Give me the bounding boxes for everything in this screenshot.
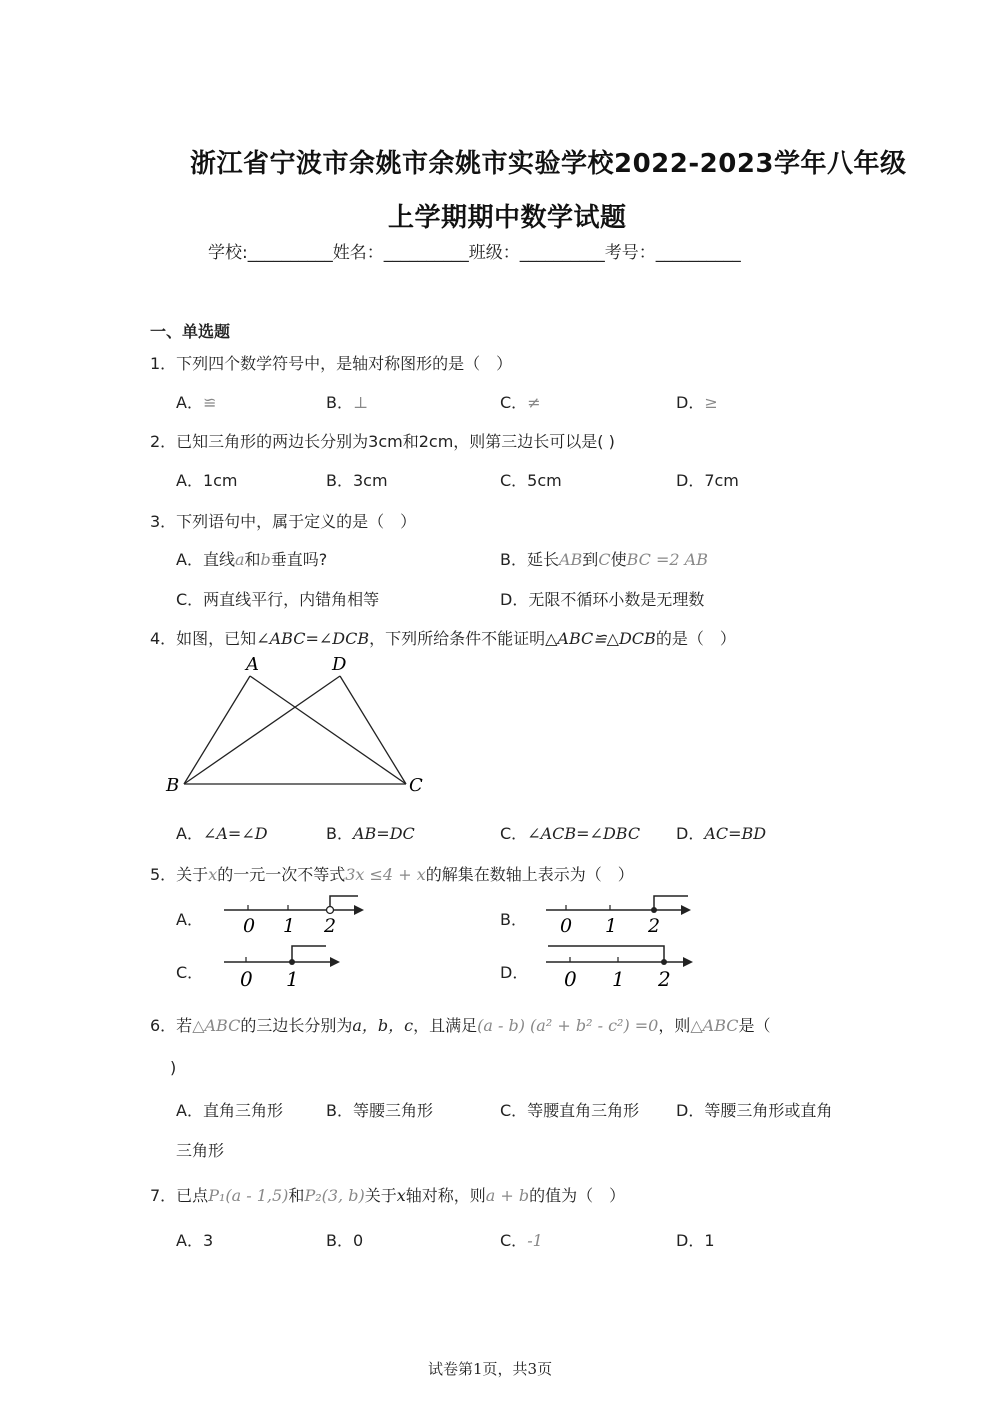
name-blank[interactable]: __________ [383,243,469,263]
perpendicular-symbol-icon: ⊥ [352,393,369,412]
q6-option-d[interactable]: D．等腰三角形或直角 [676,1101,833,1120]
not-equal-symbol-icon: ≠ [527,393,541,412]
q2-option-c[interactable]: C．5cm [500,471,562,490]
svg-text:0: 0 [240,967,253,991]
question-5-stem: 5．关于x的一元一次不等式3x ≤4 + x的解集在数轴上表示为（ ） [150,865,634,884]
school-label: 学校: [208,243,248,263]
exam-no-blank[interactable]: __________ [655,243,741,263]
q2-option-a[interactable]: A．1cm [176,471,238,490]
section-heading: 一、单选题 [150,322,231,341]
q1-option-d[interactable]: D．≥ [676,393,718,412]
q4-option-b[interactable]: B．AB=DC [326,824,415,843]
svg-text:2: 2 [324,915,337,937]
svg-text:1: 1 [605,915,618,937]
q4-option-c[interactable]: C．∠ACB=∠DBC [500,824,641,843]
question-1-stem: 1．下列四个数学符号中，是轴对称图形的是（ ） [150,354,513,373]
q7-option-d[interactable]: D．1 [676,1231,715,1250]
q3-option-a[interactable]: A．直线a和b垂直吗? [176,550,328,569]
q1-option-a[interactable]: A．≌ [176,393,217,412]
label-a: A [246,654,259,675]
svg-text:1: 1 [283,915,296,937]
segment-ba [184,676,250,784]
q6-option-d-wrap: 三角形 [176,1141,225,1160]
q5-option-c-number-line[interactable] [218,940,348,992]
question-6-stem: 6．若△ABC的三边长分别为a，b，c，且满足(a - b) (a² + b² - c²) =0，则△ABC是（ [150,1016,771,1035]
school-blank[interactable]: __________ [247,243,333,263]
info-line [208,238,741,263]
exam-no-label: 考号： [604,243,656,263]
congruent-symbol-icon: ≌ [202,393,217,412]
question-2-stem: 2．已知三角形的两边长分别为3cm和2cm，则第三边长可以是( ) [150,432,615,451]
label-d: D [332,654,347,675]
svg-text:1: 1 [612,967,625,991]
q3-option-b[interactable]: B．延长AB到C使BC =2 AB [500,550,708,569]
q7-option-a[interactable]: A．3 [176,1231,214,1250]
class-blank[interactable]: __________ [519,243,605,263]
title-line-1: 浙江省宁波市余姚市余姚市实验学校2022-2023学年八年级 [190,149,907,179]
q5-option-b-number-line[interactable] [540,890,695,938]
q6-option-a[interactable]: A．直角三角形 [176,1101,283,1120]
q5-option-d-label[interactable]: D． [500,963,529,982]
q5-option-c-label[interactable]: C． [176,963,204,982]
q3-option-d[interactable]: D．无限不循环小数是无理数 [500,590,705,609]
svg-text:2: 2 [648,915,661,937]
segment-dc [340,676,406,784]
title-line-2: 上学期期中数学试题 [388,203,627,233]
label-c: C [409,775,423,796]
q5-option-a-number-line[interactable] [218,890,368,938]
class-label: 班级： [468,243,520,263]
greater-equal-symbol-icon: ≥ [704,393,718,412]
q3-option-c[interactable]: C．两直线平行，内错角相等 [176,590,380,609]
svg-text:0: 0 [564,967,577,991]
q2-option-b[interactable]: B．3cm [326,471,388,490]
svg-text:0: 0 [243,915,256,937]
name-label: 姓名： [332,243,384,263]
svg-text:2: 2 [658,967,671,991]
q6-option-b[interactable]: B．等腰三角形 [326,1101,433,1120]
question-7-stem: 7．已点P₁(a - 1,5)和P₂(3, b)关于x轴对称，则a + b的值为（ ） [150,1186,626,1205]
q4-option-d[interactable]: D．AC=BD [676,824,767,843]
svg-text:0: 0 [560,915,573,937]
q1-option-b[interactable]: B．⊥ [326,393,369,412]
q4-option-a[interactable]: A．∠A=∠D [176,824,268,843]
q1-option-c[interactable]: C．≠ [500,393,541,412]
question-6-close-paren: ) [170,1058,177,1077]
q7-option-b[interactable]: B．0 [326,1231,364,1250]
q6-option-c[interactable]: C．等腰直角三角形 [500,1101,640,1120]
q7-option-c[interactable]: C．-1 [500,1231,543,1250]
label-b: B [166,775,180,796]
q5-option-b-label[interactable]: B． [500,910,527,929]
q2-option-d[interactable]: D．7cm [676,471,739,490]
q5-option-a-label[interactable]: A． [176,910,203,929]
question-3-stem: 3．下列语句中，属于定义的是（ ） [150,512,417,531]
segment-ac [250,676,406,784]
triangle-figure [160,652,430,800]
page-footer: 试卷第1页，共3页 [428,1360,553,1378]
svg-text:1: 1 [286,967,299,991]
q5-option-d-number-line[interactable] [540,940,700,992]
question-4-stem: 4．如图，已知∠ABC=∠DCB，下列所给条件不能证明△ABC≌△DCB的是（ ） [150,629,736,648]
segment-bd [184,676,340,784]
